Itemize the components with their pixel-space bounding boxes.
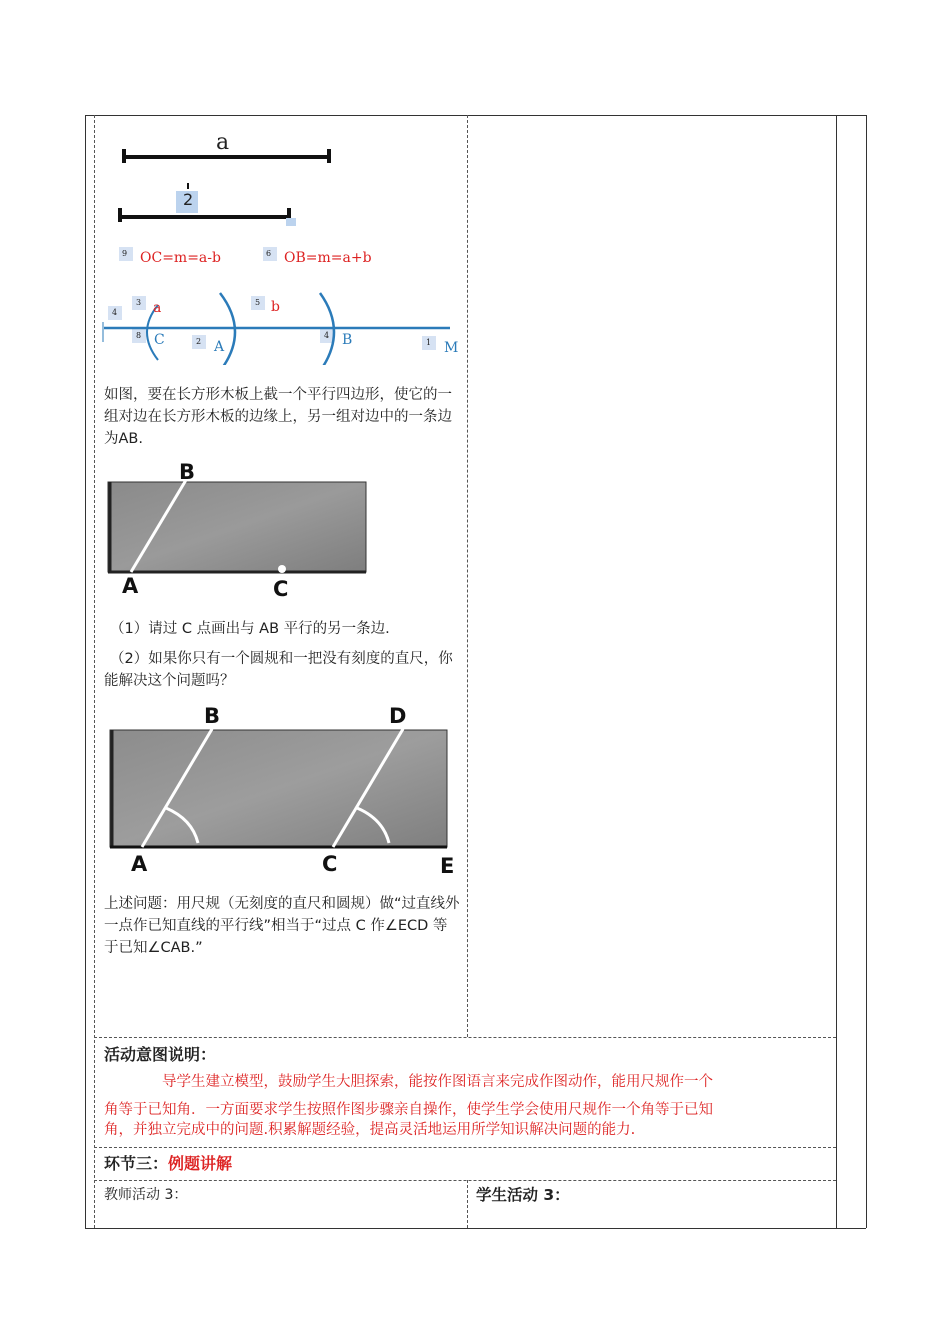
table-bottom-border: [85, 1228, 866, 1229]
badge-9: 9: [122, 249, 128, 258]
point-label-m: M: [444, 340, 459, 356]
badge-6: 6: [266, 249, 272, 258]
column-divider-bottom: [467, 1180, 468, 1228]
figure-segments: [100, 125, 460, 365]
teacher-activity-label: 教师活动 3：: [104, 1187, 188, 1203]
point-label-a: A: [214, 339, 225, 355]
question-1: （1）请过 C 点画出与 AB 平行的另一条边.: [110, 621, 390, 637]
intent-line-2: 角等于已知角．一方面要求学生按照作图步骤亲自操作，使学生学会使用尺规作一个角等于已知: [104, 1102, 713, 1118]
problem-text: 如图，要在长方形木板上截一个平行四边形，使它的一组对边在长方形木板的边缘上，另一组对边中的一条边为AB.: [104, 387, 452, 447]
badge-1: 1: [426, 338, 432, 347]
board2-label-b: B: [204, 704, 221, 728]
table-top-border: [85, 115, 866, 116]
badge-8: 8: [136, 331, 142, 340]
segment-a-label: a: [216, 130, 230, 155]
point-label-b: B: [342, 332, 353, 348]
badge-5: 5: [255, 298, 261, 307]
badge-3: 3: [136, 298, 142, 307]
table-inner-left-border: [94, 115, 95, 1228]
board1-label-c: C: [273, 577, 289, 601]
summary-text: 上述问题：用尺规（无刻度的直尺和圆规）做“过直线外一点作已知直线的平行线”相当于“过点 C 作∠ECD 等于已知∠CAB.”: [104, 896, 460, 956]
intent-line-1: 导学生建立模型，鼓励学生大胆探索，能按作图语言来完成作图动作，能用尺规作一个: [162, 1074, 713, 1090]
section-3-title: 例题讲解: [168, 1154, 233, 1173]
section-3-prefix: 环节三：: [104, 1154, 169, 1173]
table-right-border: [866, 115, 867, 1228]
figure-board-1: [104, 460, 374, 606]
section-3-heading: [104, 1151, 232, 1174]
intent-heading: 活动意图说明：: [104, 1045, 217, 1064]
board2-label-e: E: [440, 854, 455, 878]
segment-2-label: 2: [183, 190, 194, 209]
board2-label-a: A: [131, 852, 148, 876]
arc-label-b: b: [271, 299, 280, 315]
equation-oc: OC=m=a-b: [140, 250, 221, 266]
row-divider-3: [94, 1180, 836, 1181]
row-divider-1: [94, 1037, 836, 1038]
table-inner-right-border: [836, 115, 837, 1228]
board1-label-a: A: [122, 574, 139, 598]
student-activity-label: 学生活动 3：: [476, 1186, 570, 1204]
badge-4-left: 4: [112, 308, 118, 317]
intent-line-3: 角，并独立完成中的问题.积累解题经验，提高灵活地运用所学知识解决问题的能力.: [104, 1122, 636, 1138]
badge-4-right: 4: [324, 331, 330, 340]
equation-ob: OB=m=a+b: [284, 250, 372, 266]
question-2: （2）如果你只有一个圆规和一把没有刻度的直尺，你能解决这个问题吗？: [104, 651, 453, 689]
board2-label-d: D: [389, 704, 407, 728]
point-label-c: C: [154, 332, 165, 348]
board2-label-c: C: [322, 852, 338, 876]
arc-label-a: a: [153, 300, 162, 316]
badge-2: 2: [196, 337, 202, 346]
table-left-border: [85, 115, 86, 1228]
board1-label-b: B: [179, 460, 196, 484]
column-divider-top: [467, 115, 468, 1037]
row-divider-2: [94, 1147, 836, 1148]
